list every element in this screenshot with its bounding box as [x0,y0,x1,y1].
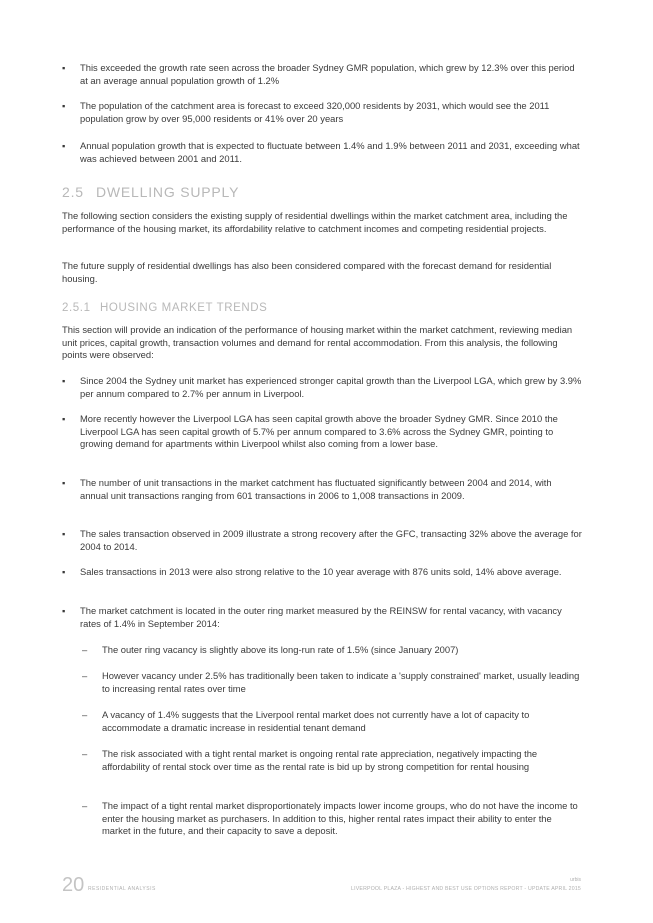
sub-bullet-text: However vacancy under 2.5% has traditionally been taken to indicate a 'supply constrained' market, usually leading to increasing rental rates over time [102,670,580,694]
subsection-number: 2.5.1 [62,302,91,314]
dash-mark: – [82,800,88,811]
subsection-title: HOUSING MARKET TRENDS [100,302,268,314]
page-number: 20 [62,874,85,896]
bullet-text: The sales transaction observed in 2009 illustrate a strong recovery after the GFC, transacting 32% above the average for 2004 to 2014. [80,528,582,552]
dash-mark: – [82,644,88,655]
bullet-2009-recovery [62,528,582,553]
sub-bullet-text: The outer ring vacancy is slightly above its long-run rate of 1.5% (since January 2007) [102,644,459,655]
bullet-text: Annual population growth that is expected to fluctuate between 1.4% and 1.9% between 2011 and 2031, exceeding what was achieved between 2001 and 2011. [80,140,580,164]
dash-mark: – [82,709,88,720]
bullet-mark: ▪ [62,528,66,539]
bullet-text: The number of unit transactions in the market catchment has fluctuated significantly between 2004 and 2014, with annual unit transactions ranging from 601 transactions in 2006 to 1,008 transactions in 2009. [80,477,552,501]
sub-bullet-outer-ring [82,644,582,657]
bullet-transactions [62,477,582,502]
bullet-rental-vacancy [62,605,582,630]
footer-brand: urbis [570,877,581,883]
bullet-mark: ▪ [62,413,66,424]
bullet-text: The market catchment is located in the outer ring market measured by the REINSW for rental vacancy, with vacancy rates of 1.4% in September 2014: [80,605,562,629]
sub-bullet-text: The risk associated with a tight rental market is ongoing rental rate appreciation, negatively impacting the affordability of rental stock over time as the rental rate is bid up by strong competition for rental housing [102,748,538,772]
bullet-mark: ▪ [62,605,66,616]
bullet-mark: ▪ [62,140,66,151]
subsection-heading [62,302,267,314]
bullet-2013-sales [62,566,582,579]
bullet-text: Since 2004 the Sydney unit market has experienced stronger capital growth than the Liverpool LGA, which grew by 3.9% per annum compared to 2.7% per annum in Liverpool. [80,375,582,399]
bullet-text: The population of the catchment area is forecast to exceed 320,000 residents by 2031, which would see the 2011 population grow by over 95,000 residents or 41% over 20 years [80,100,550,124]
bullet-unit-market [62,375,582,400]
bullet-mark: ▪ [62,477,66,488]
bullet-text: Sales transactions in 2013 were also strong relative to the 10 year average with 876 units sold, 14% above average. [80,566,562,577]
bullet-mark: ▪ [62,375,66,386]
subsection-intro: This section will provide an indication of the performance of housing market within the market catchment, reviewing median unit prices, capital growth, transaction volumes and demand for rental accommodation. From this analysis, the following points were observed: [62,324,573,360]
section-number: 2.5 [62,184,84,200]
section-paragraph-1: The following section considers the existing supply of residential dwellings within the market catchment area, including the performance of the housing market, its affordability relative to catchment incomes and competing residential projects. [62,210,568,234]
bullet-mark: ▪ [62,100,66,111]
dash-mark: – [82,670,88,681]
sub-bullet-text: A vacancy of 1.4% suggests that the Liverpool rental market does not currently have a lot of capacity to accommodate a dramatic increase in residential tenant demand [102,709,530,733]
footer-section-label: RESIDENTIAL ANALYSIS [88,886,156,892]
section-title: DWELLING SUPPLY [96,184,240,200]
bullet-capital-growth [62,413,582,451]
sub-bullet-risk [82,748,582,773]
sub-bullet-supply-constrained [82,670,582,695]
bullet-text: This exceeded the growth rate seen across the broader Sydney GMR population, which grew by 12.3% over this period at an average annual population growth of 1.2% [80,62,575,86]
section-heading [62,184,239,200]
sub-bullet-text: The impact of a tight rental market disproportionately impacts lower income groups, who do not have the income to enter the housing market as purchasers. In addition to this, higher rental rates impact their ability to enter the market in the future, and their capacity to save a deposit. [102,800,578,836]
bullet-text: More recently however the Liverpool LGA has seen capital growth above the broader Sydney GMR. Since 2010 the Liverpool LGA has seen capital growth of 5.7% per annum compared to 3.6% across the Sydney GMR, pointing to growing demand for apartments within Liverpool whilst also coming from a lower base. [80,413,558,449]
section-paragraph-2: The future supply of residential dwellings has also been considered compared with the forecast demand for residential housing. [62,260,552,284]
sub-bullet-impact [82,800,582,838]
bullet-annual-growth [62,140,582,165]
bullet-mark: ▪ [62,62,66,73]
bullet-growth-rate [62,62,582,87]
footer-report-title: LIVERPOOL PLAZA - HIGHEST AND BEST USE OPTIONS REPORT - UPDATE APRIL 2015 [351,886,581,892]
bullet-mark: ▪ [62,566,66,577]
dash-mark: – [82,748,88,759]
bullet-population-forecast [62,100,582,125]
sub-bullet-capacity [82,709,582,734]
